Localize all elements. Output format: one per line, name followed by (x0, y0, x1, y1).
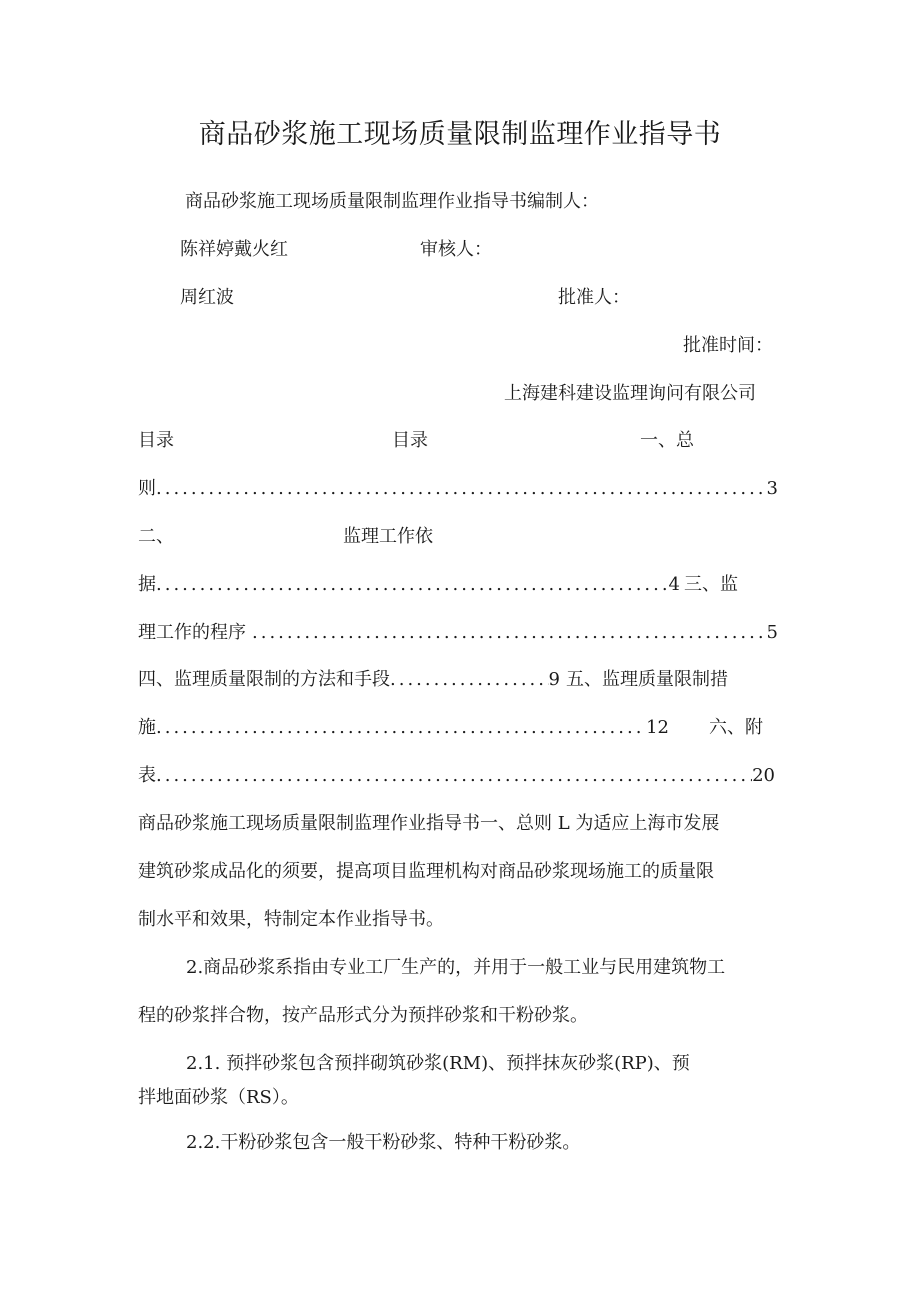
toc-row1-tail: 一、总 (640, 430, 694, 451)
toc-entry-page: 20 (752, 765, 775, 786)
toc-entry-page: 12 (646, 717, 669, 738)
para1-line2: 建筑砂浆成品化的须要，提高项目监理机构对商品砂浆现场施工的质量限 (138, 861, 714, 882)
toc-entry-tail: 三、监 (684, 574, 738, 595)
compilers-names: 陈祥婷戴火红 (180, 239, 288, 260)
toc-leader-dots (390, 668, 549, 692)
toc-entry-tail: 六、附 (709, 717, 763, 738)
toc-entry-basis[interactable] (138, 573, 738, 597)
toc-entry-measures[interactable] (138, 716, 763, 740)
toc-entry-methods[interactable] (138, 668, 728, 692)
compiler-line: 商品砂浆施工现场质量限制监理作业指导书编制人： (185, 191, 599, 212)
toc-entry-appendix[interactable] (138, 764, 775, 788)
toc-leader-dots (156, 764, 752, 788)
document-title: 商品砂浆施工现场质量限制监理作业指导书 (198, 119, 722, 150)
toc-entry-label: 四、监理质量限制的方法和手段 (138, 669, 390, 690)
approval-time-label: 批准时间： (683, 335, 773, 356)
toc-entry-page: 9 (548, 669, 560, 690)
toc-leader-dots (156, 573, 669, 597)
para4-line1: 2.2.干粉砂浆包含一般干粉砂浆、特种干粉砂浆。 (186, 1132, 581, 1153)
toc-entry-page: 3 (766, 478, 778, 499)
toc-leader-dots (156, 716, 646, 740)
toc-entry-label: 则 (138, 478, 156, 499)
toc-label-left: 目录 (138, 430, 174, 451)
para1-line3: 制水平和效果，特制定本作业指导书。 (138, 909, 444, 930)
toc-entry-procedure[interactable] (138, 621, 778, 645)
para3-line2: 拌地面砂浆（RS）。 (138, 1087, 299, 1108)
para3-line1: 2.1. 预拌砂浆包含预拌砌筑砂浆(RM)、预拌抹灰砂浆(RP)、预 (186, 1053, 690, 1074)
toc-entry-page: 5 (766, 622, 778, 643)
reviewer-label: 审核人： (420, 239, 492, 260)
para2-line2: 程的砂浆拌合物，按产品形式分为预拌砂浆和干粉砂浆。 (138, 1005, 588, 1026)
toc-entry-label: 据 (138, 574, 156, 595)
reviewer-name: 周红波 (180, 287, 234, 308)
toc-entry-general[interactable] (138, 477, 778, 501)
toc-entry-label: 表 (138, 765, 156, 786)
company-name: 上海建科建设监理询问有限公司 (504, 383, 756, 404)
para2-line1: 2.商品砂浆系指由专业工厂生产的，并用于一般工业与民用建筑物工 (186, 957, 726, 978)
toc-leader-dots (252, 621, 767, 645)
toc-entry-label: 施 (138, 717, 156, 738)
toc-entry-page: 4 (668, 574, 680, 595)
toc-label-mid: 目录 (392, 430, 428, 451)
toc-leader-dots (156, 477, 767, 501)
toc-entry-tail: 五、监理质量限制措 (566, 669, 728, 690)
approver-label: 批准人： (558, 287, 630, 308)
toc-row3-mid: 监理工作依 (343, 526, 433, 547)
toc-row3-left: 二、 (138, 526, 174, 547)
para1-line1: 商品砂浆施工现场质量限制监理作业指导书一、总则 L 为适应上海市发展 (138, 813, 720, 834)
toc-entry-label: 理工作的程序 (138, 622, 246, 643)
